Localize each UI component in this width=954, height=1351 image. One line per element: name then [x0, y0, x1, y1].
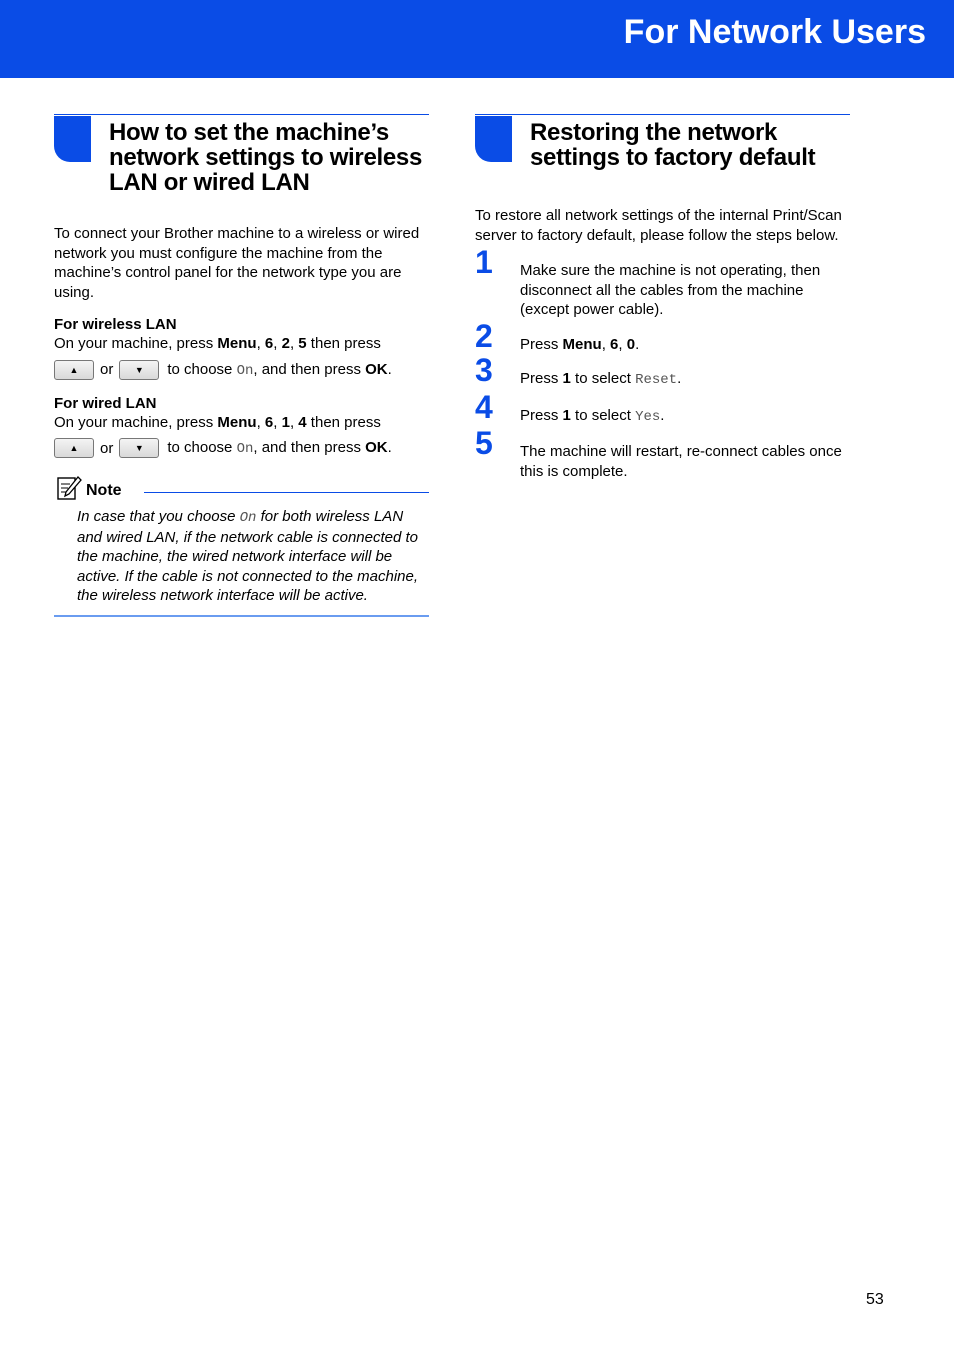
page-header-title: For Network Users: [623, 13, 926, 51]
reset-value: Reset: [635, 372, 678, 388]
wireless-instruction: On your machine, press Menu, 6, 2, 5 then press: [54, 335, 381, 352]
ok-key-label: OK: [365, 360, 388, 378]
step-5: 5 The machine will restart, re-connect cables once this is complete.: [475, 425, 842, 480]
menu-key-label: Menu: [217, 413, 257, 431]
right-column: [475, 114, 850, 481]
on-value: On: [239, 510, 257, 526]
step-4: 4 Press 1 to select Yes.: [475, 388, 665, 425]
wired-instruction: On your machine, press Menu, 6, 1, 4 then press: [54, 413, 381, 431]
down-arrow-key-icon: ▼: [119, 360, 159, 380]
up-arrow-key-icon: ▲: [54, 438, 94, 458]
left-column: [54, 114, 429, 617]
page-header-banner: [0, 0, 954, 78]
steps-list: [475, 244, 850, 481]
section-title: Restoring the network settings to factory default: [530, 119, 816, 171]
step-number: 3: [475, 352, 493, 388]
ok-key-label: OK: [365, 439, 388, 456]
intro-paragraph: To connect your Brother machine to a wireless or wired network you must configure the machine from the machine’s control panel for the network type you are using.: [54, 225, 420, 301]
wired-lan-block: [54, 395, 429, 462]
note-rule: [144, 492, 429, 493]
up-arrow-key-icon: ▲: [54, 360, 94, 380]
on-value: On: [236, 441, 254, 457]
step-number: 5: [475, 425, 493, 461]
step-number: 2: [475, 317, 493, 354]
page-number: 53: [866, 1291, 884, 1308]
step-1: 1 Make sure the machine is not operating, then disconnect all the cables from the machine (except power cable).: [475, 244, 821, 318]
note-bottom-rule: [54, 615, 429, 617]
section-header-factory-default: [475, 114, 850, 206]
wired-key-line: ▲ or ▼ to choose On, and then press OK.: [54, 435, 429, 461]
on-value: On: [236, 362, 254, 379]
wireless-lan-block: [54, 316, 429, 383]
section-header-network-settings: [54, 114, 429, 224]
wireless-key-line: ▲ or ▼ to choose On, and then press OK.: [54, 357, 429, 383]
wired-lan-heading: For wired LAN: [54, 394, 157, 412]
section-tab-marker: [475, 116, 512, 162]
step-3: 3 Press 1 to select Reset.: [475, 352, 682, 388]
step-2: 2 Press Menu, 6, 0.: [475, 317, 640, 354]
restore-intro: To restore all network settings of the internal Print/Scan server to factory default, please follow the steps below.: [475, 207, 842, 244]
menu-key-label: Menu: [217, 335, 257, 352]
step-number: 1: [475, 244, 493, 280]
yes-value: Yes: [635, 408, 661, 425]
section-title: How to set the machine’s network settings to wireless LAN or wired LAN: [109, 119, 423, 196]
note-label: Note: [86, 482, 122, 499]
section-tab-marker: [54, 116, 91, 162]
note-box: [54, 473, 429, 617]
wireless-lan-heading: For wireless LAN: [54, 316, 177, 333]
down-arrow-key-icon: ▼: [119, 438, 159, 458]
step-number: 4: [475, 388, 493, 425]
note-text: In case that you choose On for both wireless LAN and wired LAN, if the network cable is connected to the machine, the wired network interface will be active. If the cable is not connected to the machine, the wireless network interface will be active.: [77, 508, 419, 604]
note-pencil-icon: [56, 475, 82, 501]
